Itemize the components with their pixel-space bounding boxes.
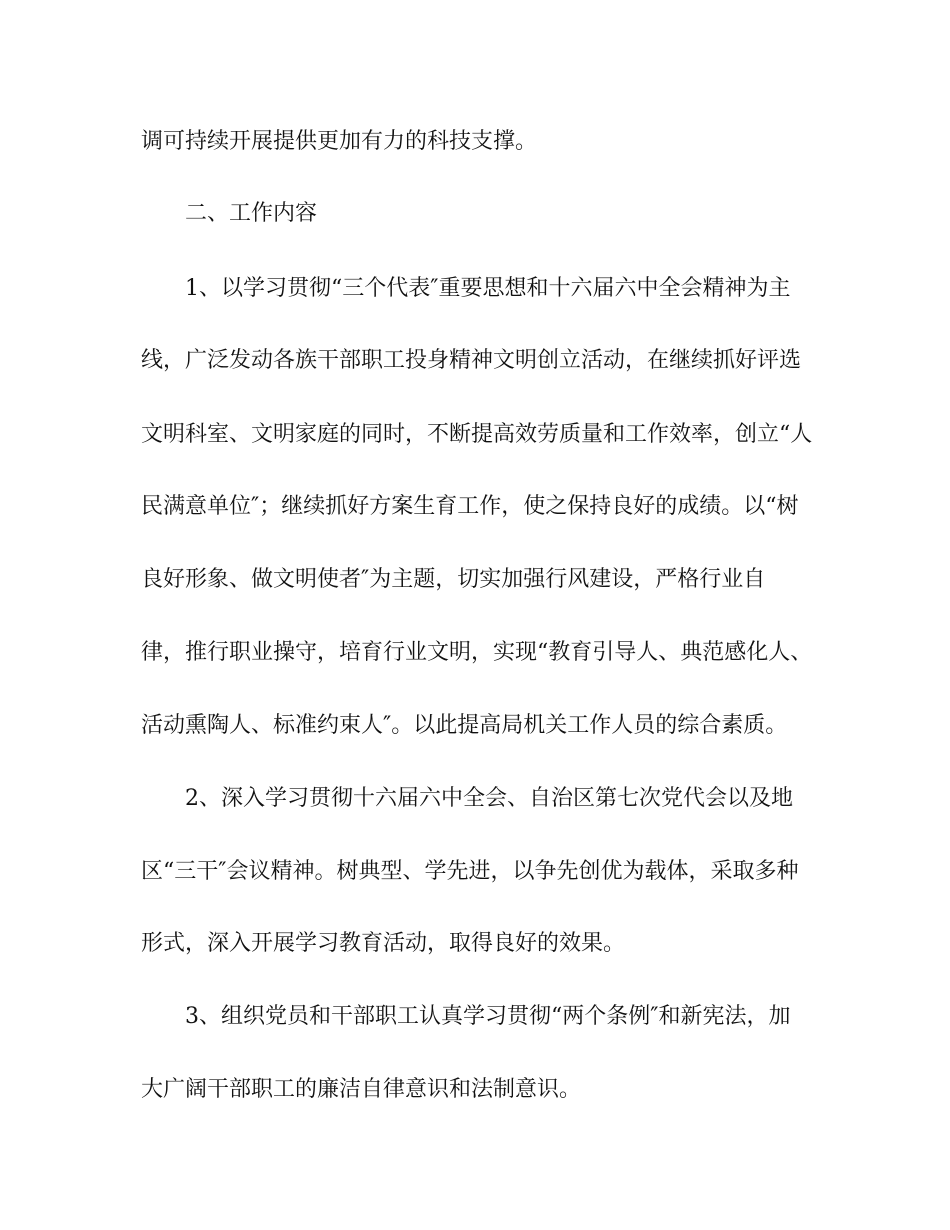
text-line: 调可持续开展提供更加有力的科技支撑。 [141, 129, 538, 154]
text-line: 区“三干″会议精神。树典型、学先进，以争先创优为载体，采取多种 [141, 859, 799, 884]
text-line: 民满意单位″；继续抓好方案生育工作，使之保持良好的成绩。以“树 [141, 494, 799, 519]
text-line: 线，广泛发动各族干部职工投身精神文明创立活动，在继续抓好评选 [141, 348, 802, 373]
text-line: 良好形象、做文明使者″为主题，切实加强行风建设，严格行业自 [141, 567, 766, 592]
text-line: 律，推行职业操守，培育行业文明，实现“教育引导人、典范感化人、 [141, 640, 813, 665]
text-line: 3、组织党员和干部职工认真学习贯彻“两个条例″和新宪法，加 [185, 1004, 791, 1029]
text-line: 活动熏陶人、标准约束人″。以此提高局机关工作人员的综合素质。 [141, 713, 788, 738]
text-line: 文明科室、文明家庭的同时，不断提高效劳质量和工作效率，创立“人 [141, 422, 813, 447]
text-line: 形式，深入开展学习教育活动，取得良好的效果。 [141, 931, 626, 956]
text-line: 1、以学习贯彻“三个代表″重要思想和十六届六中全会精神为主 [185, 276, 791, 301]
text-line: 大广阔干部职工的廉洁自律意识和法制意识。 [141, 1077, 582, 1102]
text-line: 2、深入学习贯彻十六届六中全会、自治区第七次党代会以及地 [185, 786, 793, 811]
section-heading: 二、工作内容 [185, 201, 318, 226]
